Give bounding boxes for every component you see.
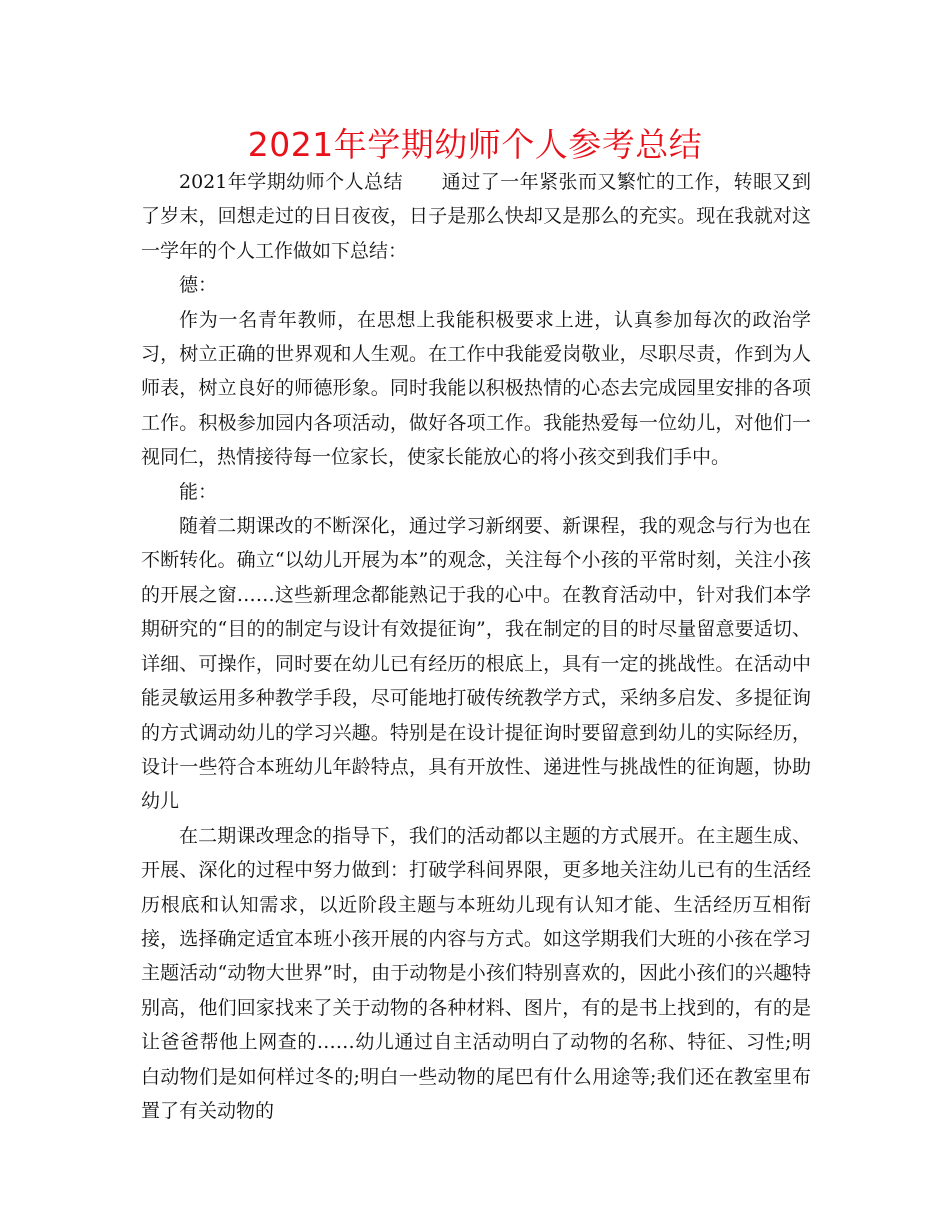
document-body — [141, 165, 811, 1128]
paragraph-neng: 随着二期课改的不断深化，通过学习新纲要、新课程，我的观念与行为也在不断转化。确立“以幼儿开展为本”的观念，关注每个小孩的平常时刻，关注小孩的开展之窗……这些新理念都能熟记于我的心中。在教育活动中，针对我们本学期研究的“目的的制定与设计有效提征询”，我在制定的目的时尽量留意要适切、详细、可操作，同时要在幼儿已有经历的根底上，具有一定的挑战性。在活动中能灵敏运用多种教学手段，尽可能地打破传统教学方式，采纳多启发、多提征询的方式调动幼儿的学习兴趣。特别是在设计提征询时要留意到幼儿的实际经历，设计一些符合本班幼儿年龄特点，具有开放性、递进性与挑战性的征询题，协助幼儿 — [141, 515, 811, 813]
section-heading-neng: 能： — [179, 480, 218, 503]
paragraph-intro: 2021年学期幼师个人总结 通过了一年紧张而又繁忙的工作，转眼又到了岁末，回想走过的日日夜夜，日子是那么快却又是那么的充实。现在我就对这一学年的个人工作做如下总结： — [141, 171, 811, 262]
section-heading-de: 德： — [179, 274, 218, 297]
paragraph-de: 作为一名青年教师，在思想上我能积极要求上进，认真参加每次的政治学习，树立正确的世界观和人生观。在工作中我能爱岗敬业，尽职尽责，作到为人师表，树立良好的师德形象。同时我能以积极热情的心态去完成园里安排的各项工作。积极参加园内各项活动，做好各项工作。我能热爱每一位幼儿，对他们一视同仁，热情接待每一位家长，使家长能放心的将小孩交到我们手中。 — [141, 308, 811, 469]
paragraph-theme-activities: 在二期课改理念的指导下，我们的活动都以主题的方式展开。在主题生成、开展、深化的过程中努力做到：打破学科间界限，更多地关注幼儿已有的生活经历根底和认知需求，以近阶段主题与本班幼儿现有认知才能、生活经历互相衔接，选择确定适宜本班小孩开展的内容与方式。如这学期我们大班的小孩在学习主题活动“动物大世界”时，由于动物是小孩们特别喜欢的，因此小孩们的兴趣特别高，他们回家找来了关于动物的各种材料、图片，有的是书上找到的，有的是让爸爸帮他上网查的……幼儿通过自主活动明白了动物的名称、特征、习性;明白动物们是如何样过冬的;明白一些动物的尾巴有什么用途等;我们还在教室里布置了有关动物的 — [141, 824, 811, 1122]
document-title: 2021年学期幼师个人参考总结 — [247, 125, 703, 164]
